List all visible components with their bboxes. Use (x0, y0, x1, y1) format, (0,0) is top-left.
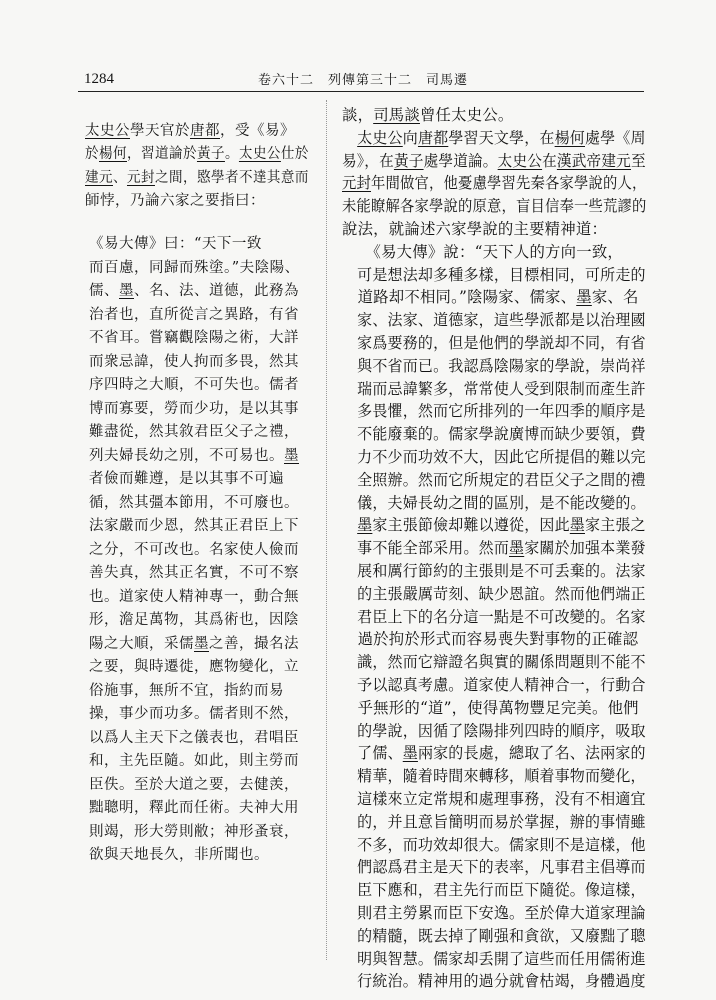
text-run: 循，然其彊本節用，不可廢也。 (89, 494, 299, 511)
quote-line (89, 657, 299, 677)
quote-line (89, 751, 299, 771)
translation-line (342, 606, 646, 628)
text-run: 家主張節儉却難以遵從，因此 (372, 516, 570, 535)
proper-noun: 太史公 (497, 151, 543, 170)
proper-noun: 黃子 (196, 146, 225, 163)
translation-line (342, 856, 646, 878)
text-run: 不能廢棄的。儒家學說廣博而缺少要領，費 (342, 425, 646, 444)
translation-line (342, 469, 646, 491)
text-run: 行統治。精神用的過分就會枯竭，身體過度 (342, 972, 646, 991)
quote-line (89, 234, 262, 254)
text-run: 臣下應和，君主先行而臣下隨從。像這樣， (342, 881, 646, 900)
translation-line (342, 948, 646, 970)
quote-line (89, 798, 299, 818)
translation-line (342, 651, 646, 673)
translation-line (342, 195, 646, 217)
quote-line (89, 375, 299, 395)
translation-line (342, 446, 646, 468)
quote-line (89, 258, 300, 278)
text-run: ，受《易》 (220, 123, 295, 139)
quote-line (89, 328, 299, 348)
text-run: 家關於加强本業發 (524, 539, 646, 558)
quote-line (89, 540, 299, 560)
text-run: 兩家的長處，總取了名、法兩家的 (417, 744, 646, 763)
translation-line (342, 355, 646, 377)
proper-noun: 元封 (342, 174, 372, 193)
translation-line (342, 104, 514, 126)
text-run: ，習道論於 (126, 146, 197, 163)
quote-line (89, 610, 299, 630)
text-run: 未能瞭解各家學說的原意，盲目信奉一些荒謬的 (342, 197, 647, 216)
text-run: 陽之大順，采儒 (89, 635, 194, 652)
quote-line (89, 728, 299, 748)
quote-line (89, 399, 299, 419)
translation-line (342, 765, 646, 787)
proper-noun: 墨 (509, 539, 525, 558)
text-run (342, 516, 357, 534)
text-run: 明與智慧。儒家却丢開了這些而任用儒術進 (342, 949, 646, 968)
text-run: 與不省而已。我認爲陰陽家的學說，崇尚祥 (342, 356, 646, 375)
text-run: 儒、 (89, 283, 119, 299)
translation-line (342, 218, 607, 240)
text-run: 事不能全部采用。然而 (342, 539, 510, 558)
translation-line (342, 150, 646, 172)
text-run: 這樣來立定常規和處理事務，没有不相適宜 (342, 790, 646, 808)
text-run: 曾任太史公。 (419, 106, 514, 124)
text-run: 不省耳。嘗竊觀陰陽之術，大詳 (89, 330, 299, 346)
text-run: 道路却不相同。”陰陽家、儒家、 (342, 288, 577, 307)
text-run: 在 (542, 151, 557, 170)
text-run: 的，并且意旨簡明而易於掌握，辦的事情雖 (342, 812, 646, 831)
text-run: 列夫婦長幼之別，不可易也。 (89, 447, 284, 464)
original-line (85, 168, 309, 188)
translation-line (342, 492, 646, 514)
text-run: 法家嚴而少恩，然其正君臣上下 (89, 518, 299, 534)
text-run: 可是想法却多種多樣，目標相同，可所走的 (342, 265, 646, 284)
translation-line (342, 697, 639, 719)
text-run: 、 (112, 169, 127, 186)
translation-line (342, 788, 646, 810)
original-line (85, 191, 265, 211)
text-run: 儀，夫婦長幼之間的區別，是不能改變的。 (342, 493, 646, 512)
translation-line (342, 378, 646, 400)
text-run: 治者也，直所從言之異路，有省 (89, 306, 299, 323)
text-run: 談， (342, 106, 374, 124)
text-run: 精華，隨着時間來轉移，順着事物而變化， (342, 767, 646, 786)
translation-line (342, 332, 646, 354)
translation-line (342, 970, 646, 992)
text-run: 者儉而難遵，是以其事不可遍 (89, 471, 284, 487)
running-header: 卷六十二 列傳第三十二 司馬遷 (258, 73, 469, 88)
text-run: 而百慮，同歸而殊塗。”夫陰陽、 (89, 259, 300, 276)
proper-noun: 唐都 (417, 128, 449, 147)
text-run: 的主張嚴厲苛刻、缺少恩誼。然而他們端正 (342, 584, 646, 603)
text-run: 而衆忌諱，使人拘而多畏，然其 (89, 353, 299, 370)
text-run: 之分，不可改也。名家使人儉而 (89, 541, 299, 558)
text-run: 師悖，乃論六家之要指曰： (85, 192, 265, 209)
text-run: 俗施事，無所不宜，指約而易 (89, 682, 284, 699)
translation-line (342, 902, 646, 924)
proper-noun: 太史公 (238, 146, 281, 163)
text-run: 乎無形的“道”，使得萬物豐足完美。他們 (342, 698, 639, 717)
quote-line (89, 516, 299, 536)
text-run: 《易大傳》說：“天下人的方向一致， (342, 242, 623, 261)
text-run: 也。道家使人精神專一，動合無 (89, 588, 299, 605)
text-run: 形，澹足萬物，其爲術也，因陰 (89, 612, 299, 628)
text-run: 之要，與時遷徙，應物變化，立 (89, 659, 299, 675)
proper-noun: 元封 (126, 169, 155, 186)
text-run: 瑞而忌諱繁多，常常使人受到限制而產生許 (342, 379, 646, 398)
quote-line (89, 281, 299, 301)
text-run: 序四時之大順，不可失也。儒者 (89, 377, 299, 393)
translation-line (342, 514, 646, 536)
quote-line (89, 634, 299, 654)
text-run: 則君主勞累而臣下安逸。至於偉大道家理論 (342, 904, 646, 922)
translation-line (342, 423, 646, 445)
quote-line (89, 493, 299, 513)
text-run: 、名、法、道德，此務為 (134, 283, 299, 299)
text-run: 的精髓，既去掉了剛强和貪欲，又廢黜了聰 (342, 926, 646, 945)
quote-line (89, 587, 299, 607)
text-run: 黜聰明，釋此而任術。夫神大用 (89, 800, 299, 816)
proper-noun: 太史公 (357, 128, 403, 147)
proper-noun: 墨 (402, 744, 418, 763)
text-run: 多畏懼，然而它所排列的一年四季的順序是 (342, 402, 646, 421)
original-line (85, 144, 309, 164)
translation-line (342, 127, 646, 149)
text-run: 予以認真考慮。道家使人精神合一，行動合 (342, 676, 646, 694)
translation-line (342, 720, 646, 742)
original-line (85, 121, 295, 141)
proper-noun: 黃子 (393, 151, 424, 170)
text-run: 至 (630, 151, 646, 170)
proper-noun: 唐都 (190, 123, 220, 139)
quote-line (89, 822, 299, 842)
text-run: 家主張之 (584, 516, 646, 535)
text-run: 不多，而功效却很大。儒家則不是這樣，他 (342, 835, 646, 854)
translation-line (342, 628, 638, 650)
translation-line (342, 834, 646, 856)
text-run: 展和厲行節約的主張則是不可丢棄的。法家 (342, 562, 646, 580)
text-run: 之間，愍學者不達其意而 (154, 169, 309, 186)
translation-line (342, 583, 646, 605)
text-run: 學習天文學，在 (448, 128, 555, 147)
text-run: 易》，在 (342, 151, 394, 170)
quote-line (89, 681, 284, 701)
translation-line (342, 537, 646, 559)
quote-line (89, 305, 299, 325)
proper-noun: 墨 (357, 516, 373, 535)
text-run: 力不少而功效不大，因此它所提倡的難以完 (342, 448, 646, 466)
text-run: 博而寡要，勞而少功，是以其事 (89, 400, 299, 417)
proper-noun: 楊何 (98, 146, 127, 163)
proper-noun: 墨 (194, 635, 209, 652)
quote-line (89, 704, 299, 724)
column-divider (326, 100, 327, 960)
header-rule (78, 91, 644, 92)
text-run (342, 129, 357, 147)
text-run: 過於拘於形式而容易喪失對事物的正確認 (342, 630, 639, 649)
translation-line (342, 742, 646, 764)
proper-noun: 墨 (576, 288, 592, 307)
text-run: 們認爲君主是天下的表率，凡事君主倡導而 (342, 858, 646, 877)
translation-line (342, 264, 646, 286)
text-run: 欲與天地長久，非所聞也。 (89, 847, 269, 863)
proper-noun: 建元 (85, 169, 113, 186)
text-run: 說法，就論述六家學說的主要精神道： (342, 220, 608, 238)
text-run: 了儒、 (342, 744, 403, 763)
text-run: 全照辦。然而它所規定的君臣父子之間的禮 (342, 470, 646, 489)
text-run: 仕於 (280, 146, 309, 163)
translation-line (342, 879, 646, 901)
text-run: 於 (85, 146, 99, 163)
text-run: 年間做官，他憂慮學習先秦各家學說的人， (371, 174, 647, 193)
proper-noun: 建元 (601, 151, 631, 170)
quote-line (89, 422, 299, 442)
proper-noun: 墨 (569, 516, 585, 535)
translation-line (342, 309, 646, 331)
translation-line (342, 811, 646, 833)
proper-noun: 太史公 (85, 123, 130, 139)
translation-line (342, 925, 646, 947)
text-run: 。 (224, 146, 239, 163)
quote-line (89, 469, 284, 489)
proper-noun: 楊何 (554, 128, 585, 147)
text-run: 識，然而它辯證名與實的關係問題則不能不 (342, 653, 646, 672)
text-run: 難盡從，然其敘君臣父子之禮， (89, 424, 299, 440)
proper-noun: 漢武帝 (556, 151, 602, 170)
proper-noun: 司馬談 (373, 106, 420, 124)
proper-noun: 墨 (119, 283, 134, 299)
text-run: 以爲人主天下之儀表也，君唱臣 (89, 729, 299, 746)
text-run: 家、名 (591, 288, 639, 307)
text-run: 善失真，然其正名實，不可不察 (89, 565, 299, 581)
translation-line (342, 674, 646, 696)
text-run: 和，主先臣隨。如此，則主勞而 (89, 753, 299, 769)
quote-line (89, 352, 299, 372)
page-number: 1284 (84, 71, 114, 87)
text-run: 家爲要務的，但是他們的學説却不同，有省 (342, 334, 646, 352)
text-run: 君臣上下的名分這一點是不可改變的。名家 (342, 607, 646, 626)
text-run: 家、法家、道德家，這些學派都是以治理國 (342, 311, 646, 330)
quote-line (89, 563, 299, 583)
translation-line (342, 241, 623, 263)
quote-line (89, 775, 299, 795)
text-run: 操，事少而功多。儒者則不然， (89, 706, 299, 722)
text-run: 則竭，形大勞則敝；神形蚤衰， (89, 823, 299, 840)
text-run: 向 (402, 128, 418, 147)
text-run: 處學道論。 (423, 151, 498, 170)
quote-line (89, 845, 269, 865)
text-run: 臣佚。至於大道之要，去健羡， (89, 776, 299, 793)
translation-line (342, 286, 639, 308)
proper-noun: 墨 (284, 447, 299, 464)
translation-line (342, 172, 647, 194)
text-run: 學天官於 (130, 123, 190, 139)
quote-line (89, 446, 299, 466)
text-run: 《易大傳》曰：“天下一致 (89, 236, 262, 252)
translation-line (342, 400, 646, 422)
translation-line (342, 560, 646, 582)
text-run: 之善，撮名法 (209, 635, 299, 652)
text-run: 的學說，因循了陰陽排列四時的順序，吸取 (342, 721, 646, 740)
text-run: 處學《周 (584, 128, 646, 147)
